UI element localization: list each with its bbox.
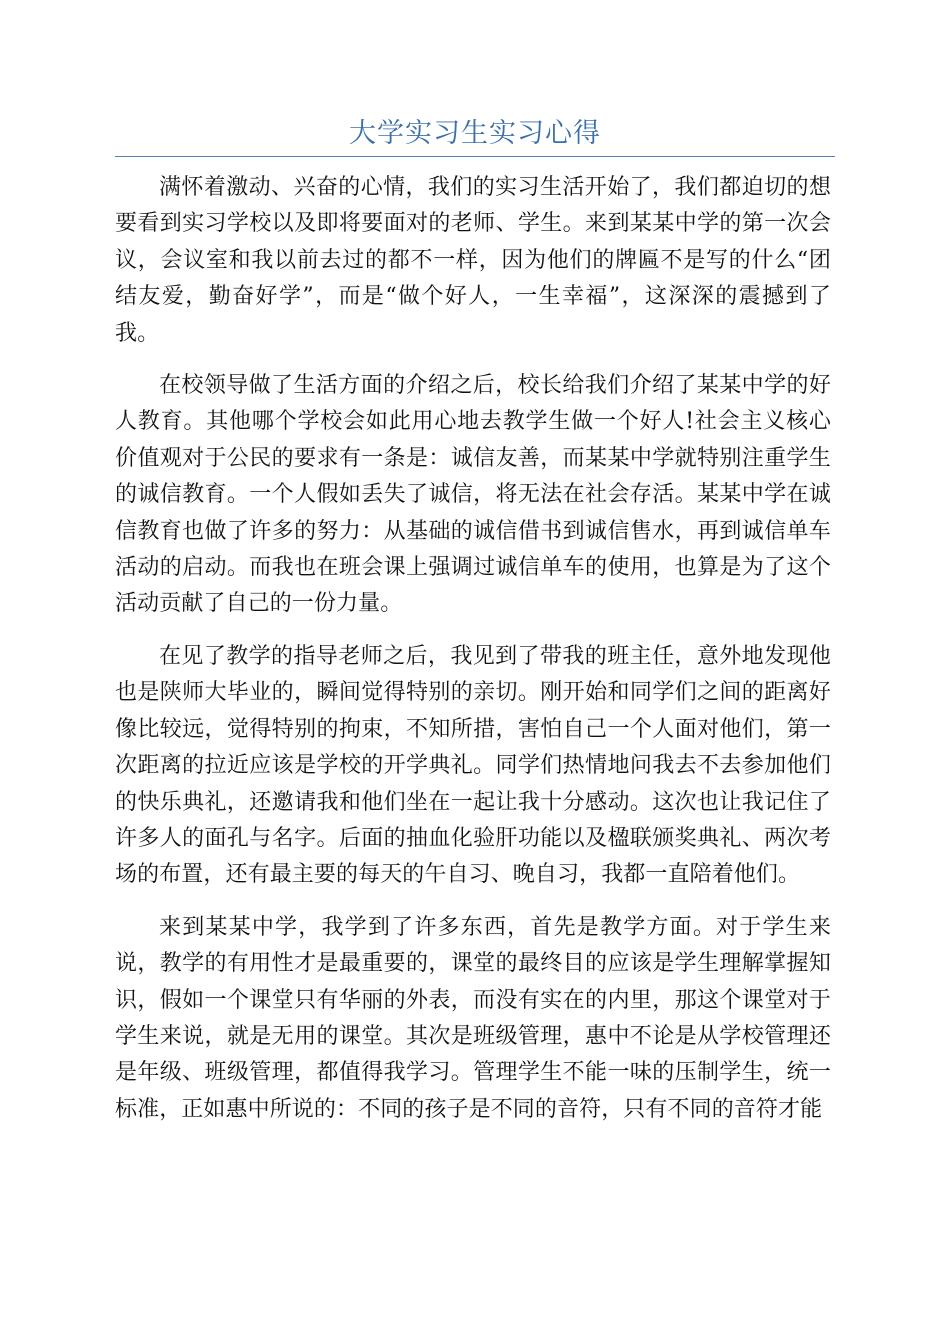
document-body <box>115 170 831 1144</box>
paragraph-2: 在校领导做了生活方面的介绍之后，校长给我们介绍了某某中学的好人教育。其他哪个学校会如此用心地去教学生做一个好人!社会主义核心价值观对于公民的要求有一条是：诚信友善，而某某中学就特别注重学生的诚信教育。一个人假如丢失了诚信，将无法在社会存活。某某中学在诚信教育也做了许多的努力：从基础的诚信借书到诚信售水，再到诚信单车活动的启动。而我也在班会课上强调过诚信单车的使用，也算是为了这个活动贡献了自己的一份力量。 <box>115 373 831 617</box>
paragraph-4: 来到某某中学，我学到了许多东西，首先是教学方面。对于学生来说，教学的有用性才是最重要的，课堂的最终目的应该是学生理解掌握知识，假如一个课堂只有华丽的外表，而没有实在的内里，那这个课堂对于学生来说，就是无用的课堂。其次是班级管理，惠中不论是从学校管理还是年级、班级管理，都值得我学习。管理学生不能一味的压制学生，统一标准，正如惠中所说的：不同的孩子是不同的音符，只有不同的音符才能 <box>115 914 831 1122</box>
paragraph-1: 满怀着激动、兴奋的心情，我们的实习生活开始了，我们都迫切的想要看到实习学校以及即将要面对的老师、学生。来到某某中学的第一次会议，会议室和我以前去过的都不一样，因为他们的牌匾不是写的什么“团结友爱，勤奋好学”，而是“做个好人，一生幸福”，这深深的震撼到了我。 <box>115 175 831 346</box>
paragraph-3: 在见了教学的指导老师之后，我见到了带我的班主任，意外地发现他也是陕师大毕业的，瞬间觉得特别的亲切。刚开始和同学们之间的距离好像比较远，觉得特别的拘束，不知所措，害怕自己一个人面对他们，第一次距离的拉近应该是学校的开学典礼。同学们热情地问我去不去参加他们的快乐典礼，还邀请我和他们坐在一起让我十分感动。这次也让我记住了许多人的面孔与名字。后面的抽血化验肝功能以及楹联颁奖典礼、两次考场的布置，还有最主要的每天的午自习、晚自习，我都一直陪着他们。 <box>115 643 831 888</box>
page-title: 大学实习生实习心得 <box>349 118 601 149</box>
title-block <box>115 114 835 157</box>
